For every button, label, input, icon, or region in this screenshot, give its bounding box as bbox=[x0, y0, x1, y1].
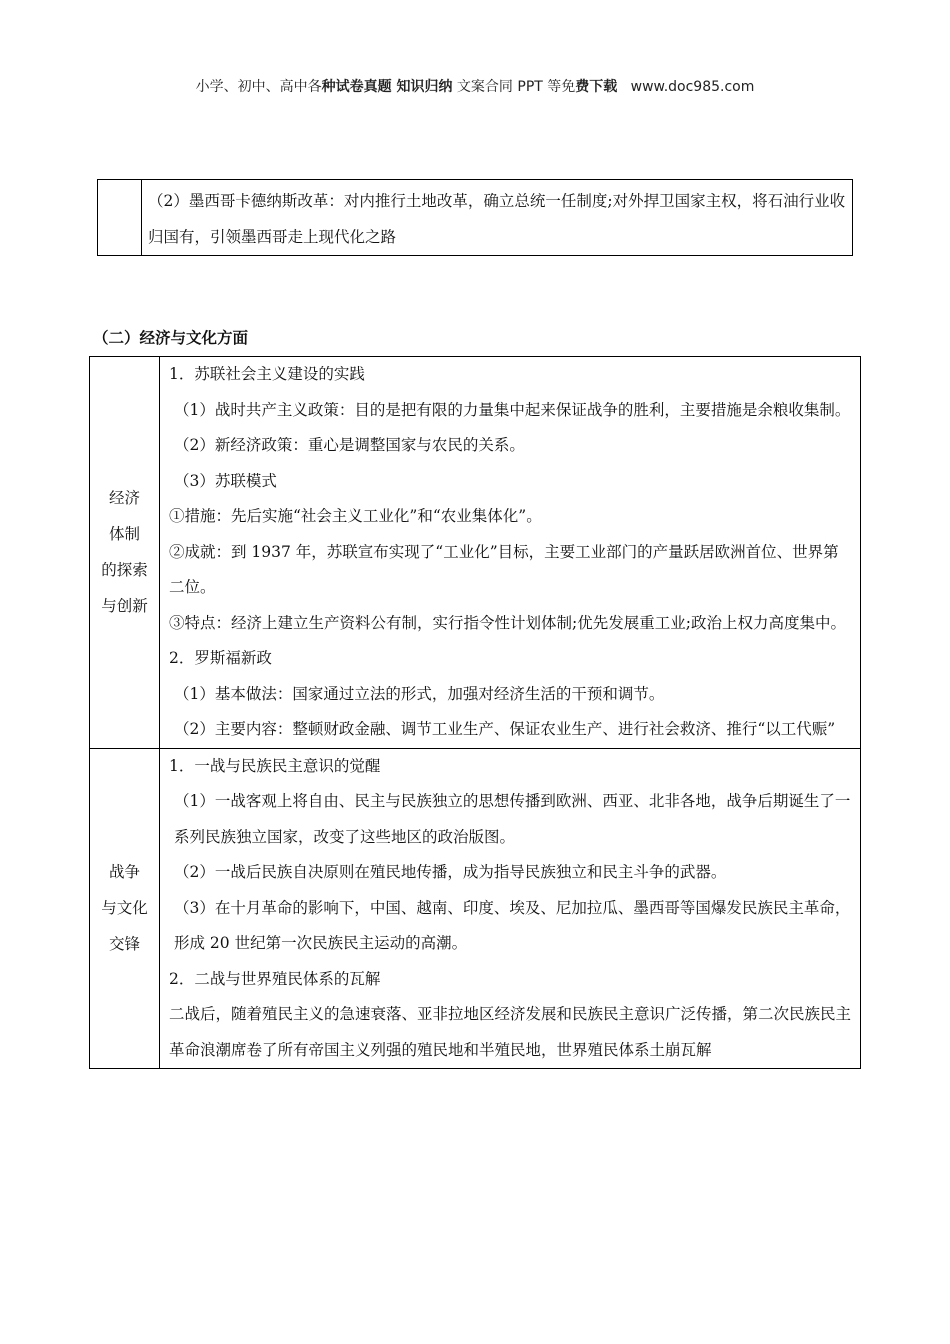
content-line: （3）在十月革命的影响下，中国、越南、印度、埃及、尼加拉瓜、墨西哥等国爆发民族民主革命，形成 20 世纪第一次民族民主运动的高潮。 bbox=[174, 898, 851, 952]
table-row bbox=[90, 357, 861, 749]
content-line: ②成就：到 1937 年，苏联宣布实现了“工业化”目标，主要工业部门的产量跃居欧洲首位、世界第二位。 bbox=[169, 542, 839, 596]
page-header bbox=[0, 76, 950, 96]
label-line: 体制 bbox=[108, 525, 140, 544]
header-text-4: 文案合同 PPT 等免 bbox=[452, 79, 576, 95]
content-line: （2）一战后民族自决原则在殖民地传播，成为指导民族独立和民主斗争的武器。 bbox=[174, 863, 727, 881]
content-line: 2．二战与世界殖民体系的瓦解 bbox=[169, 969, 381, 988]
section-title: （二）经济与文化方面 bbox=[93, 328, 249, 347]
label-line: 战争 bbox=[108, 863, 140, 882]
label-line: 交锋 bbox=[108, 935, 140, 954]
row-label-war-culture bbox=[90, 748, 160, 1069]
content-line: 1．苏联社会主义建设的实践 bbox=[169, 365, 365, 383]
content-line: ①措施：先后实施“社会主义工业化”和“农业集体化”。 bbox=[169, 507, 542, 525]
label-line: 经济 bbox=[108, 489, 140, 508]
header-url[interactable]: www.doc985.com bbox=[630, 79, 755, 95]
content-line: 二战后，随着殖民主义的急速衰落、亚非拉地区经济发展和民族民主意识广泛传播，第二次民族民主革命浪潮席卷了所有帝国主义列强的殖民地和半殖民地，世界殖民体系土崩瓦解 bbox=[169, 1005, 852, 1059]
content-line: （2）新经济政策：重心是调整国家与农民的关系。 bbox=[174, 436, 525, 454]
header-text-5: 费下载 bbox=[575, 79, 618, 95]
top-table-text: （2）墨西哥卡德纳斯改革：对内推行土地改革，确立总统一任制度;对外捍卫国家主权，将石油行业收归国有，引领墨西哥走上现代化之路 bbox=[148, 192, 846, 246]
content-line: （1）基本做法：国家通过立法的形式，加强对经济生活的干预和调节。 bbox=[174, 684, 665, 703]
top-table-label-cell bbox=[98, 180, 142, 256]
row-label-economy bbox=[90, 357, 160, 749]
label-line: 与文化 bbox=[101, 899, 148, 918]
row-content-war-culture bbox=[160, 748, 861, 1069]
content-line: 2．罗斯福新政 bbox=[169, 649, 272, 667]
table-row bbox=[90, 748, 861, 1069]
header-text-1: 小学、初中、高中各 bbox=[195, 79, 322, 95]
content-line: （1）一战客观上将自由、民主与民族独立的思想传播到欧洲、西亚、北非各地，战争后期诞生了一系列民族独立国家，改变了这些地区的政治版图。 bbox=[174, 792, 851, 846]
label-line: 的探索 bbox=[101, 561, 148, 580]
content-line: ③特点：经济上建立生产资料公有制，实行指令性计划体制;优先发展重工业;政治上权力高度集中。 bbox=[169, 613, 846, 632]
header-text-2: 种试卷真题 bbox=[321, 79, 392, 95]
content-line: （3）苏联模式 bbox=[174, 471, 277, 490]
content-line: （1）战时共产主义政策：目的是把有限的力量集中起来保证战争的胜利，主要措施是余粮收集制。 bbox=[174, 400, 851, 419]
top-table bbox=[97, 179, 853, 256]
content-line: （2）主要内容：整顿财政金融、调节工业生产、保证农业生产、进行社会救济、推行“以工代赈” bbox=[174, 720, 836, 738]
header-text-3: 知识归纳 bbox=[391, 79, 453, 95]
row-content-economy bbox=[160, 357, 861, 749]
top-table-content-cell bbox=[142, 180, 853, 256]
label-line: 与创新 bbox=[101, 597, 148, 616]
content-line: 1．一战与民族民主意识的觉醒 bbox=[169, 756, 381, 775]
main-table bbox=[89, 356, 861, 1069]
